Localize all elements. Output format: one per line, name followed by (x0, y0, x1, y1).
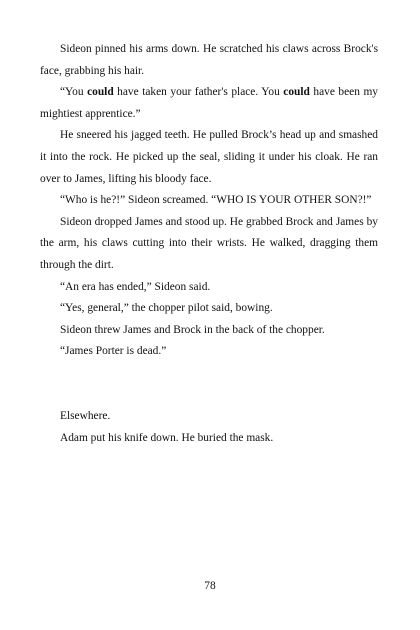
paragraph (40, 82, 378, 125)
text-run: have been my mightiest apprentice.” (40, 86, 379, 120)
page-number: 78 (204, 580, 216, 592)
paragraph: “Who is he?!” Sideon screamed. “WHO IS YOUR OTHER SON?!” (60, 194, 372, 207)
paragraph: He sneered his jagged teeth. He pulled Brock’s head up and smashed it into the rock. He picked up the seal, sliding it under his cloak. He ran over to James, lifting his bloody face. (40, 129, 378, 185)
paragraph: Sideon threw James and Brock in the back of the chopper. (60, 323, 325, 336)
paragraph: Elsewhere. (60, 410, 111, 423)
paragraph: “James Porter is dead.” (60, 345, 167, 358)
paragraph: Adam put his knife down. He buried the mask. (60, 431, 274, 444)
scene-break (40, 363, 378, 385)
scene-break (40, 385, 378, 407)
text-run: “You (60, 86, 88, 99)
paragraph: “An era has ended,” Sideon said. (60, 280, 211, 293)
paragraph: Sideon dropped James and stood up. He grabbed Brock and James by the arm, his claws cutting into their wrists. He walked, dragging them through the dirt. (40, 215, 378, 271)
paragraph: “Yes, general,” the chopper pilot said, bowing. (60, 302, 273, 315)
emphasis-text: could (87, 86, 114, 99)
body-text (40, 39, 378, 449)
text-run: have taken your father's place. You (113, 86, 284, 99)
paragraph: Sideon pinned his arms down. He scratched his claws across Brock's face, grabbing his hair. (40, 43, 378, 77)
emphasis-text: could (283, 86, 310, 99)
